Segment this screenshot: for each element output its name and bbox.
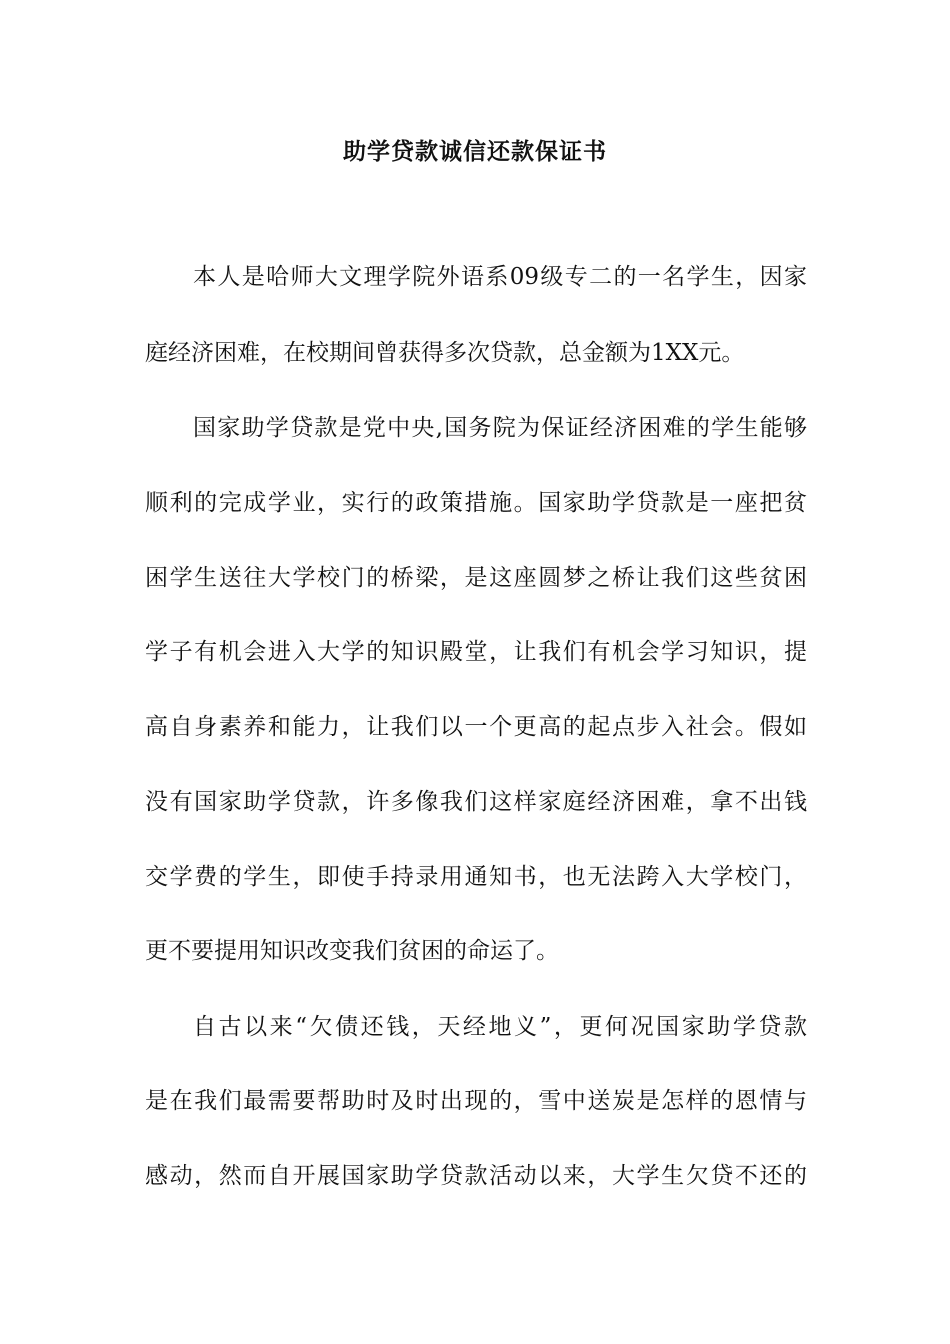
paragraph-2-line-7: 交学费的学生，即使手持录用通知书，也无法跨入大学校门， <box>145 864 807 890</box>
paragraph-3-line-1: 自古以来“欠债还钱，天经地义”，更何况国家助学贷款 <box>193 1014 807 1040</box>
paragraph-2-line-3: 困学生送往大学校门的桥梁，是这座圆梦之桥让我们这些贫困 <box>145 565 807 591</box>
paragraph-2-line-2: 顺利的完成学业，实行的政策措施。国家助学贷款是一座把贫 <box>145 490 807 516</box>
paragraph-2-line-6: 没有国家助学贷款，许多像我们这样家庭经济困难，拿不出钱 <box>145 789 807 815</box>
paragraph-1-line-2: 庭经济困难，在校期间曾获得多次贷款，总金额为1XX元。 <box>145 340 745 366</box>
paragraph-1-line-1: 本人是哈师大文理学院外语系09级专二的一名学生，因家 <box>193 264 807 290</box>
paragraph-2-line-5: 高自身素养和能力，让我们以一个更高的起点步入社会。假如 <box>145 714 807 740</box>
paragraph-2-line-1: 国家助学贷款是党中央,国务院为保证经济困难的学生能够 <box>193 415 807 441</box>
paragraph-3-line-2: 是在我们最需要帮助时及时出现的，雪中送炭是怎样的恩情与 <box>145 1088 807 1114</box>
paragraph-2-line-4: 学子有机会进入大学的知识殿堂，让我们有机会学习知识，提 <box>145 639 807 665</box>
paragraph-3-line-3: 感动，然而自开展国家助学贷款活动以来，大学生欠贷不还的 <box>145 1163 807 1189</box>
paragraph-2-line-8: 更不要提用知识改变我们贫困的命运了。 <box>145 938 559 964</box>
document-title: 助学贷款诚信还款保证书 <box>343 138 607 165</box>
